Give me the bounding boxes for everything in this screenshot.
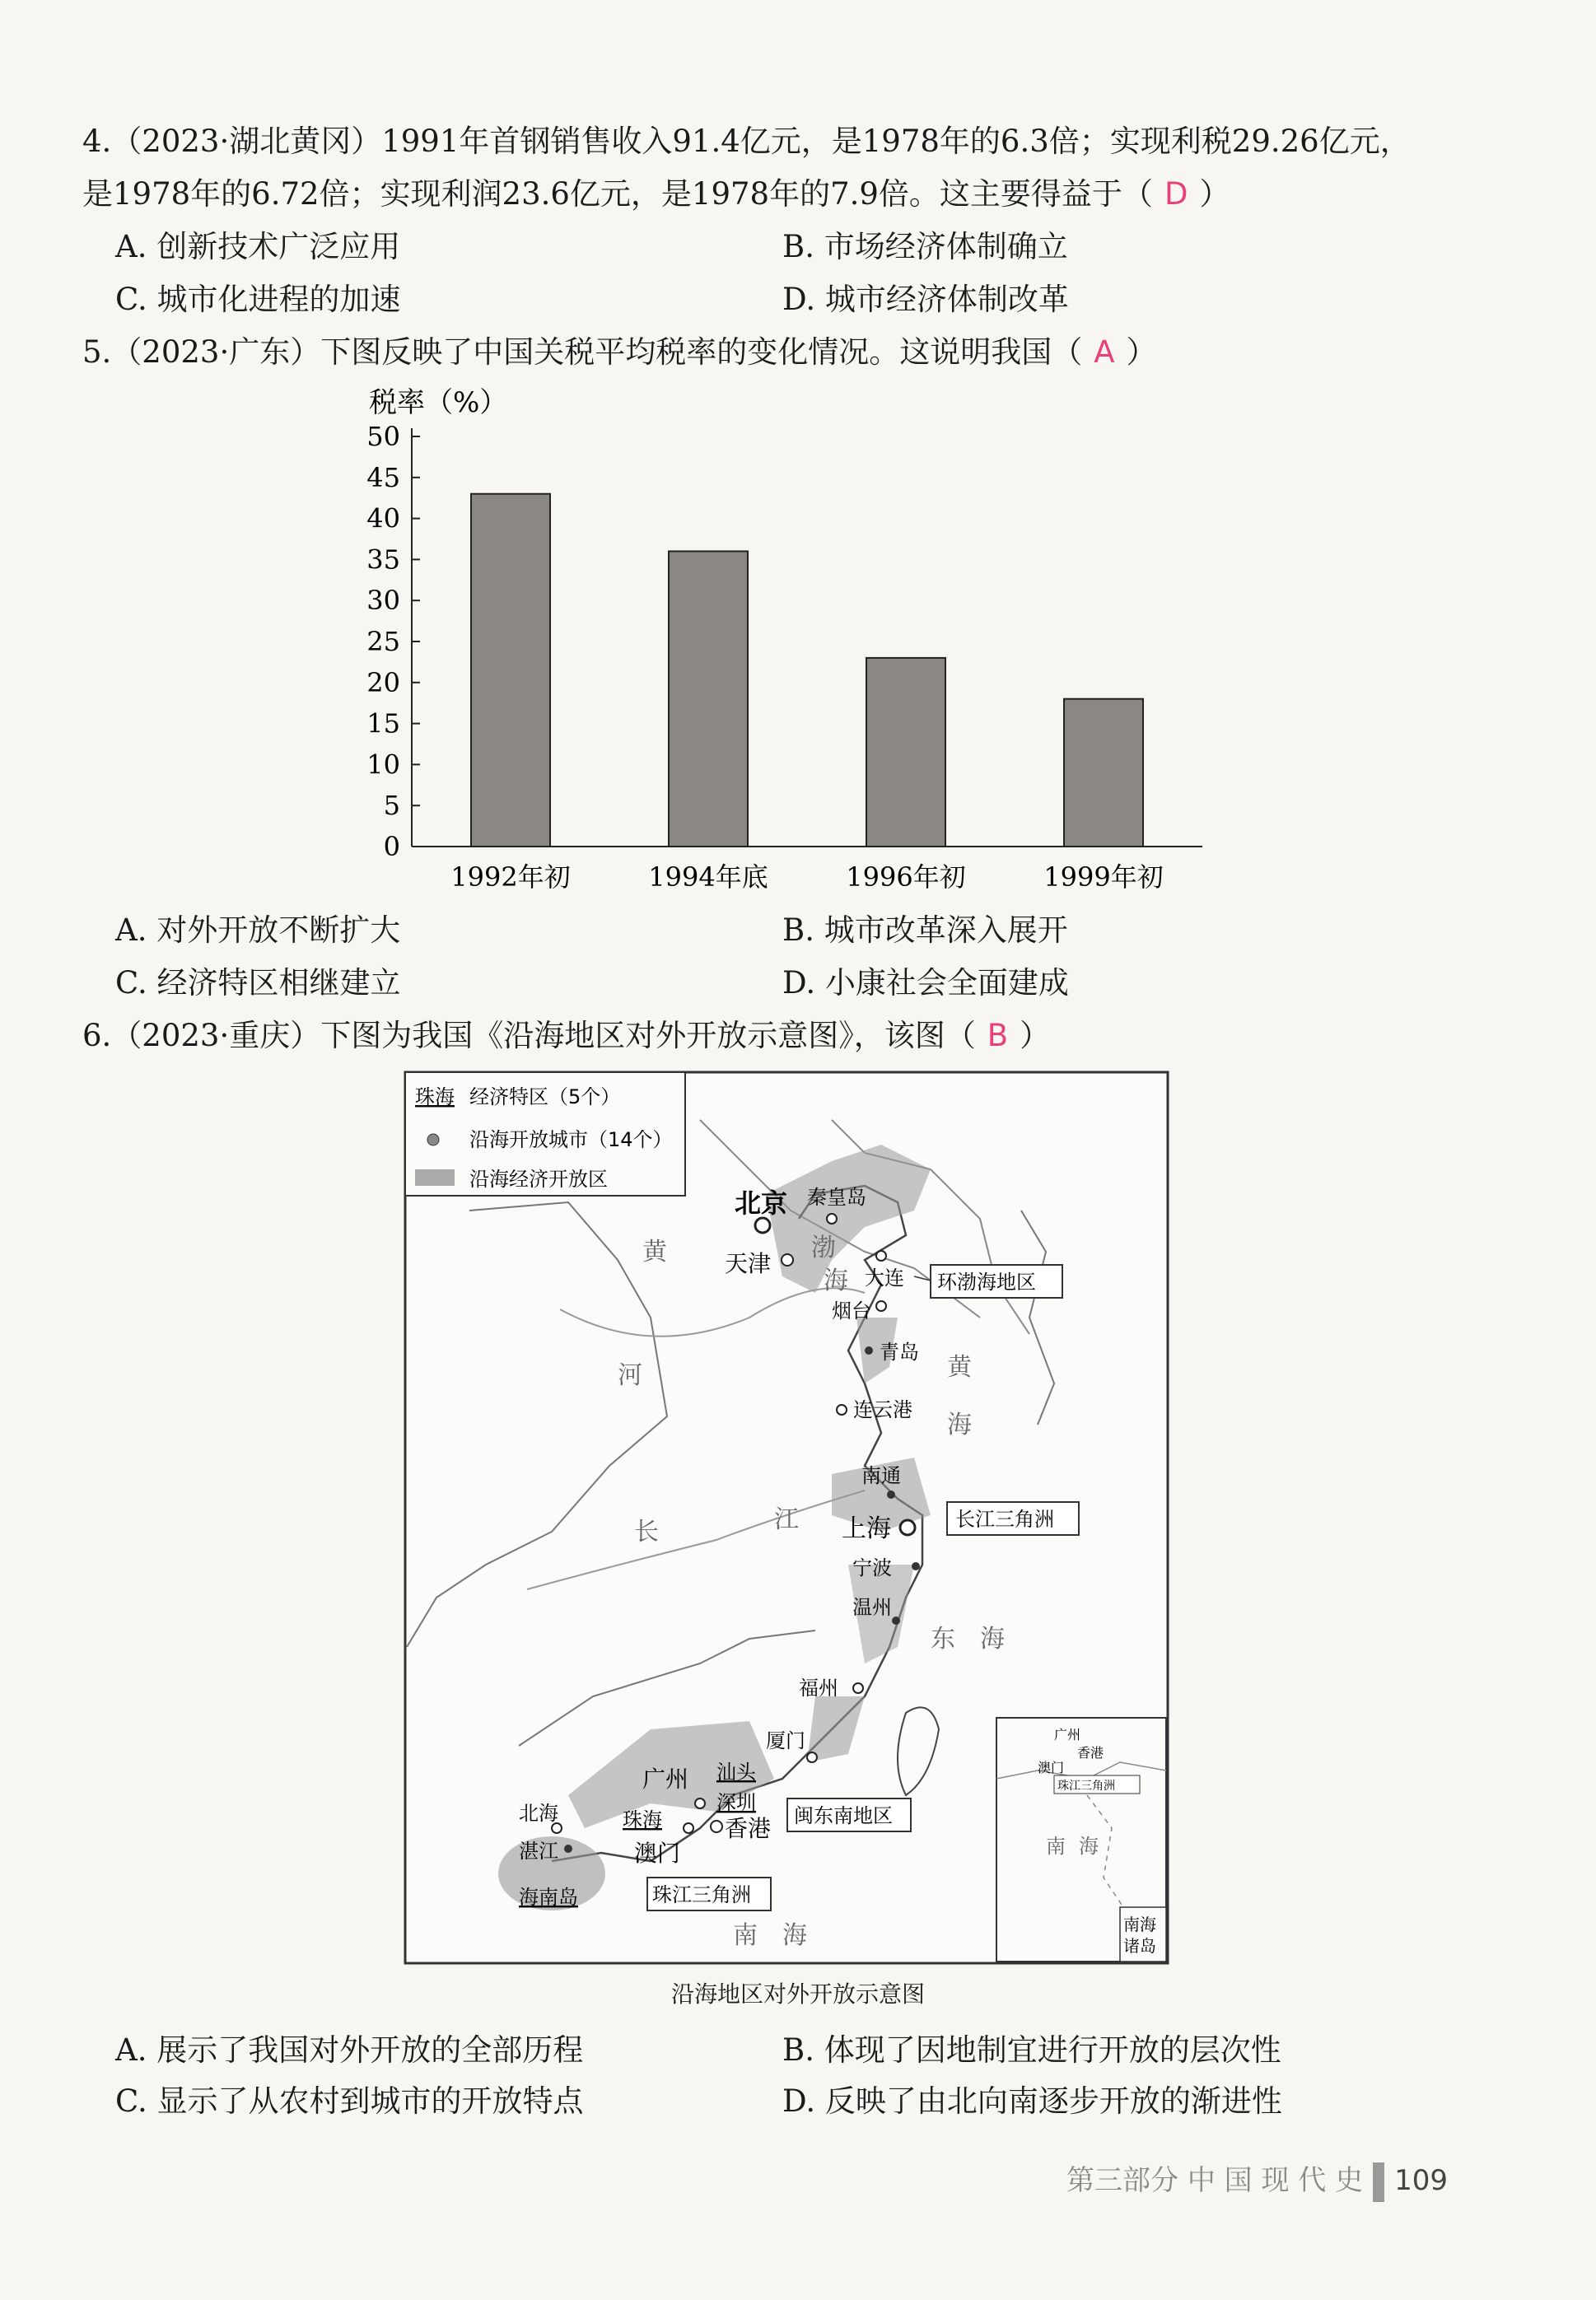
q4-option-b: B. 市场经济体制确立 bbox=[782, 229, 1068, 264]
q5-option-a: A. 对外开放不断扩大 bbox=[115, 912, 401, 948]
legend-open-cities: 沿海开放城市（14个） bbox=[469, 1128, 673, 1151]
city-macao: 澳门 bbox=[634, 1840, 681, 1867]
region-yangtze: 长江三角洲 bbox=[955, 1508, 1054, 1531]
label-donghai-1: 东 bbox=[931, 1625, 955, 1654]
inset-islands-1: 南海 bbox=[1123, 1915, 1156, 1934]
city-qingdao: 青岛 bbox=[880, 1341, 919, 1364]
coastal-opening-map bbox=[404, 1071, 1169, 1965]
chart-bar bbox=[471, 494, 550, 847]
q4-option-a: A. 创新技术广泛应用 bbox=[115, 229, 401, 264]
inset-macao: 澳门 bbox=[1038, 1760, 1065, 1775]
label-nanhai-2: 海 bbox=[782, 1921, 807, 1950]
q5-stem: 5.（2023·广东）下图反映了中国关税平均税率的变化情况。这说明我国（ bbox=[82, 334, 1083, 370]
chart-x-label: 1996年初 bbox=[846, 861, 966, 893]
chart-y-tick-label: 25 bbox=[366, 626, 400, 657]
q5-option-b: B. 城市改革深入展开 bbox=[782, 912, 1068, 948]
q6-option-d: D. 反映了由北向南逐步开放的渐进性 bbox=[782, 2083, 1282, 2119]
q6-stem-line bbox=[82, 1010, 1050, 1062]
city-marker-beijing bbox=[755, 1218, 770, 1233]
chart-y-tick-label: 5 bbox=[383, 790, 400, 822]
city-lianyungang: 连云港 bbox=[853, 1398, 912, 1421]
region-pearl: 珠江三角洲 bbox=[652, 1883, 751, 1906]
city-shenzhen: 深圳 bbox=[716, 1791, 756, 1814]
city-zhanjiang: 湛江 bbox=[519, 1840, 558, 1863]
chart-y-tick-label: 0 bbox=[383, 831, 400, 862]
chart-x-label: 1994年底 bbox=[648, 861, 768, 893]
city-marker-xiamen bbox=[807, 1752, 817, 1762]
q4-line2 bbox=[82, 168, 1230, 221]
city-beijing: 北京 bbox=[735, 1187, 788, 1219]
legend-open-areas: 沿海经济开放区 bbox=[469, 1168, 608, 1191]
q4-option-c: C. 城市化进程的加速 bbox=[115, 282, 401, 317]
chart-y-tick-label: 30 bbox=[366, 585, 400, 617]
footer-part: 第三部分 中 国 现 代 史 bbox=[1066, 2164, 1364, 2197]
label-bohai-2: 海 bbox=[824, 1267, 848, 1295]
inset-islands-2: 诸岛 bbox=[1123, 1936, 1156, 1956]
inset-hongkong: 香港 bbox=[1077, 1745, 1104, 1761]
inset-pearl: 珠江三角洲 bbox=[1057, 1780, 1115, 1793]
chart-ylabel: 税率（%） bbox=[369, 386, 508, 419]
label-donghai-2: 海 bbox=[980, 1625, 1005, 1654]
city-marker-macao bbox=[684, 1823, 693, 1833]
city-marker-zhanjiang bbox=[564, 1845, 572, 1853]
inset-nanhai-1: 南 bbox=[1046, 1835, 1066, 1858]
q6-answer: B bbox=[987, 1018, 1009, 1053]
chart-y-tick-label: 20 bbox=[366, 666, 400, 698]
city-marker-nantong bbox=[887, 1491, 895, 1499]
q4-answer: D bbox=[1164, 176, 1188, 212]
map-title: 沿海地区对外开放示意图 bbox=[670, 1980, 925, 2008]
city-xiamen: 厦门 bbox=[766, 1729, 805, 1752]
q5-stem-close: ） bbox=[1126, 334, 1157, 370]
chart-y-tick-label: 45 bbox=[366, 461, 400, 493]
city-marker-guangzhou bbox=[695, 1798, 705, 1808]
city-marker-hongkong bbox=[711, 1821, 722, 1832]
city-fuzhou: 福州 bbox=[799, 1677, 838, 1700]
city-marker-ningbo bbox=[912, 1562, 920, 1570]
region-bohai: 环渤海地区 bbox=[937, 1271, 1036, 1294]
region-minnan: 闽东南地区 bbox=[794, 1804, 893, 1827]
city-beihai: 北海 bbox=[519, 1802, 558, 1825]
chart-y-tick-label: 40 bbox=[366, 502, 400, 534]
q6-stem-close: ） bbox=[1020, 1018, 1051, 1053]
label-huanghai-2: 海 bbox=[947, 1411, 972, 1439]
label-changjiang-1: 长 bbox=[634, 1518, 659, 1547]
chart-x-label: 1999年初 bbox=[1043, 861, 1164, 893]
q4-option-d: D. 城市经济体制改革 bbox=[782, 282, 1069, 317]
legend-city-marker bbox=[427, 1134, 439, 1145]
city-marker-dalian bbox=[876, 1251, 886, 1261]
city-marker-yantai bbox=[876, 1301, 886, 1311]
city-marker-fuzhou bbox=[853, 1683, 863, 1693]
q5-option-c: C. 经济特区相继建立 bbox=[115, 965, 401, 1001]
label-huanghe-1: 黄 bbox=[642, 1238, 667, 1267]
city-zhuhai: 珠海 bbox=[623, 1808, 662, 1831]
legend-special-city: 珠海 bbox=[415, 1085, 455, 1108]
city-marker-qinhuangdao bbox=[827, 1214, 837, 1224]
q4-stem-close: ） bbox=[1199, 176, 1230, 212]
q5-stem-line bbox=[82, 326, 1157, 379]
city-tianjin: 天津 bbox=[725, 1250, 772, 1277]
label-huanghai-1: 黄 bbox=[947, 1353, 972, 1382]
city-marker-qingdao bbox=[865, 1346, 873, 1355]
q4-line1: 4.（2023·湖北黄冈）1991年首钢销售收入91.4亿元，是1978年的6.3倍；实现利税29.26亿元， bbox=[82, 124, 1411, 159]
q6-stem: 6.（2023·重庆）下图为我国《沿海地区对外开放示意图》，该图（ bbox=[82, 1018, 976, 1053]
q4-stem: 是1978年的6.72倍；实现利润23.6亿元，是1978年的7.9倍。这主要得益于（ bbox=[82, 176, 1153, 212]
city-dalian: 大连 bbox=[865, 1267, 904, 1290]
city-marker-wenzhou bbox=[892, 1617, 900, 1625]
city-guangzhou: 广州 bbox=[642, 1766, 689, 1793]
city-nantong: 南通 bbox=[861, 1464, 901, 1487]
label-bohai-1: 渤 bbox=[811, 1234, 836, 1262]
city-shanghai: 上海 bbox=[842, 1514, 891, 1543]
label-huanghe-2: 河 bbox=[618, 1361, 642, 1390]
page-footer bbox=[1066, 2158, 1448, 2202]
city-marker-tianjin bbox=[782, 1254, 793, 1266]
q5-option-d: D. 小康社会全面建成 bbox=[782, 965, 1069, 1001]
city-hainan: 海南岛 bbox=[519, 1886, 578, 1909]
city-ningbo: 宁波 bbox=[852, 1556, 892, 1579]
city-hongkong: 香港 bbox=[725, 1815, 772, 1842]
inset-guangzhou: 广州 bbox=[1054, 1727, 1081, 1742]
q5-answer: A bbox=[1094, 334, 1115, 370]
city-wenzhou: 温州 bbox=[852, 1596, 892, 1619]
city-shantou: 汕头 bbox=[716, 1761, 756, 1784]
chart-bar bbox=[1064, 699, 1143, 847]
page-number: 109 bbox=[1394, 2164, 1448, 2197]
footer-divider bbox=[1373, 2162, 1384, 2202]
chart-y-tick-label: 35 bbox=[366, 544, 400, 576]
chart-x-label: 1992年初 bbox=[450, 861, 571, 893]
city-marker-lianyungang bbox=[837, 1405, 847, 1415]
q6-option-b: B. 体现了因地制宜进行开放的层次性 bbox=[782, 2032, 1281, 2068]
tariff-bar-chart bbox=[329, 379, 1219, 906]
chart-y-tick-label: 50 bbox=[366, 421, 400, 452]
chart-y-tick-label: 15 bbox=[366, 707, 400, 739]
q6-option-c: C. 显示了从农村到城市的开放特点 bbox=[115, 2083, 584, 2119]
chart-bar bbox=[866, 658, 945, 847]
city-marker-shanghai bbox=[900, 1520, 915, 1535]
inset-nanhai-2: 海 bbox=[1079, 1835, 1099, 1858]
chart-y-tick-label: 10 bbox=[366, 749, 400, 781]
label-nanhai-1: 南 bbox=[733, 1921, 758, 1950]
legend-zone-swatch bbox=[415, 1169, 455, 1186]
label-changjiang-2: 江 bbox=[774, 1505, 799, 1534]
q6-option-a: A. 展示了我国对外开放的全部历程 bbox=[115, 2032, 584, 2068]
legend-special-zone: 经济特区（5个） bbox=[469, 1085, 621, 1108]
city-qinhuangdao: 秦皇岛 bbox=[807, 1186, 866, 1209]
chart-bar bbox=[669, 551, 748, 847]
city-yantai: 烟台 bbox=[832, 1299, 871, 1323]
